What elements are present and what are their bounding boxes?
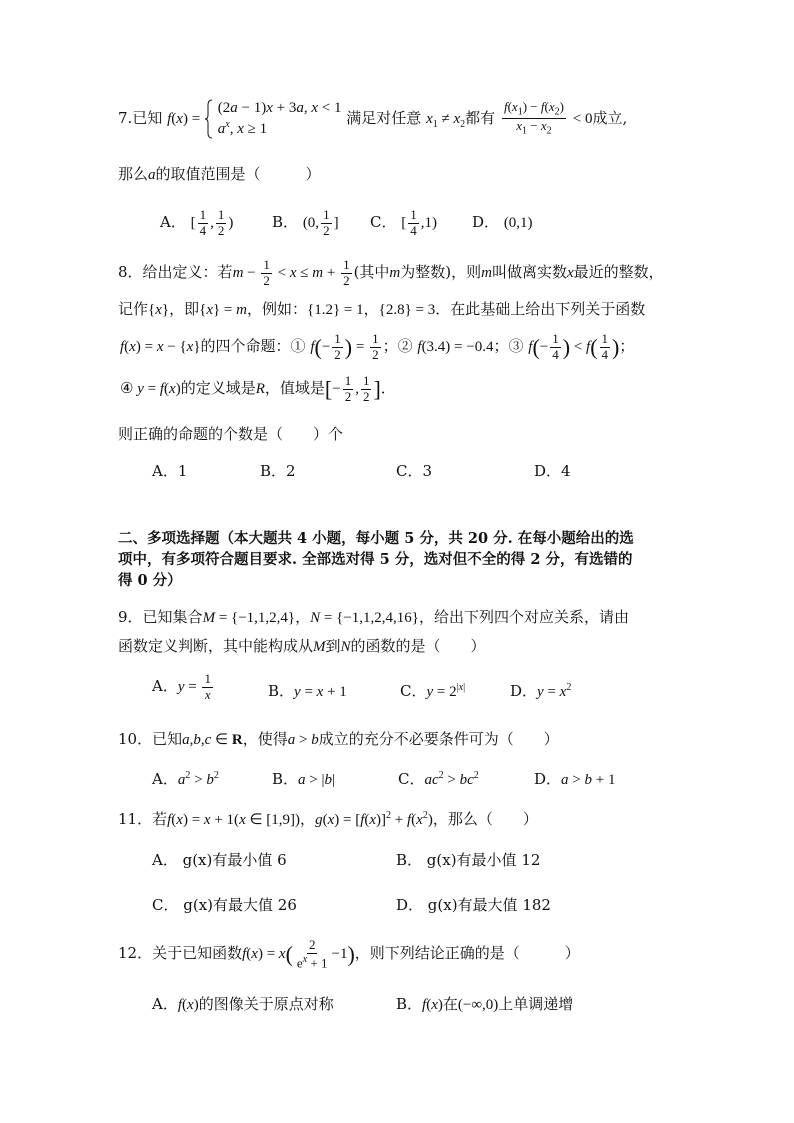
brace-icon (205, 99, 213, 139)
q11-option-d: D． g(x)有最大值 182 (396, 896, 551, 914)
q9-option-c: C．$y = 2^{|x|}$ (400, 682, 466, 700)
q8-line3: f(x) = x − {x}的四个命题：① f(− $\frac{1}{2}$ ) = $\frac{1}{2}$ ；② f(3.4) = −0.4；③ f(− $\frac{1}{4}$ ) < f( $\frac{1}{4}$ )； (120, 331, 635, 362)
q10-option-a: A．$a^2 > b^2$ (152, 770, 219, 788)
q8-line5: 则正确的命题的个数是（ ）个 (118, 425, 344, 443)
q8-option-b: B．2 (260, 462, 296, 480)
q11-option-a: A． g(x)有最小值 6 (152, 851, 287, 869)
q11-option-b: B． g(x)有最小值 12 (396, 851, 541, 869)
q8-option-a: A．1 (152, 462, 188, 480)
q7-option-c: C． [ $\frac{1}{4}$ ,1) (370, 207, 438, 238)
q9-line1: 9．已知集合M = {−1,1,2,4}，N = {−1,1,2,4,16}，给出下列四个对应关系，请由 (118, 608, 630, 626)
q12-option-a: A．f(x)的图像关于原点对称 (152, 995, 334, 1013)
section2-line3: 得 0 分） (118, 572, 182, 589)
q7-option-b: B． (0, $\frac{1}{2}$ ] (272, 207, 339, 238)
q9-option-a: A．y = $\frac{1}{x}$ (152, 671, 211, 702)
q7-function-def: f(x) = (167, 110, 201, 127)
q8-option-d: D．4 (534, 462, 571, 480)
q10-option-c: C．$ac^2 > bc^2$ (398, 770, 479, 788)
q8-option-c: C．3 (396, 462, 433, 480)
q10-option-d: D．a > b + 1 (534, 770, 616, 788)
q8-line1: 8．给出定义：若m − $\frac{1}{2}$ < x ≤ m + $\frac{1}{2}$ (其中m为整数)，则m叫做离实数x最近的整数， (118, 257, 664, 288)
q7-line1: 7.已知 f(x) = (2a − 1)x + 3a, x < 1 $a^x$, x ≥ 1 满足对任意 $x_1 \ne x_2$都有 $\frac{f(x_1) - f(x_2)}{x_1 - x_2}$ < 0成立, (118, 98, 627, 140)
q7-line2: 那么a的取值范围是（ ） (118, 165, 321, 183)
q12-option-b: B．f(x)在(−∞,0)上单调递增 (396, 995, 574, 1013)
q12-line1: 12．关于已知函数f(x) = x( $\frac{2}{e^x + 1}$ −1)，则下列结论正确的是（ ） (118, 937, 580, 971)
q7-option-a: A． [ $\frac{1}{4}$ , $\frac{1}{2}$ ) (160, 207, 234, 238)
q9-option-b: B．y = x + 1 (268, 682, 347, 700)
q8-line4: ④ y = f(x)的定义域是R，值域是[− $\frac{1}{2}$ , $\frac{1}{2}$ ]． (120, 373, 396, 404)
q10-line1: 10．已知a,b,c ∈ R，使得a > b成立的充分不必要条件可为（ ） (118, 730, 559, 748)
q11-line1: 11．若f(x) = x + 1(x ∈ [1,9])，$g(x) = [f(x)]^2 + f(x^2)$，那么（ ） (118, 810, 538, 828)
q9-option-d: D．$y = x^2$ (510, 682, 572, 700)
q10-option-b: B．a > |b| (272, 770, 336, 788)
q9-line2: 函数定义判断，其中能构成从M到N的函数的是（ ） (118, 637, 486, 655)
section2-line2: 项中，有多项符合题目要求. 全部选对得 5 分，选对但不全的得 2 分，有选错的 (118, 551, 633, 568)
q11-option-c: C． g(x)有最大值 26 (152, 896, 297, 914)
section2-line1: 二、多项选择题（本大题共 4 小题，每小题 5 分，共 20 分. 在每小题给出的选 (118, 530, 634, 547)
q7-option-d: D． (0,1) (472, 213, 533, 231)
q8-line2: 记作{x}，即{x} = m，例如：{1.2} = 1，{2.8} = 3．在此基础上给出下列关于函数 (118, 300, 646, 318)
q7-piecewise: (2a − 1)x + 3a, x < 1 $a^x$, x ≥ 1 (217, 100, 342, 138)
q7-difference-quotient: $\frac{f(x_1) - f(x_2)}{x_1 - x_2}$ (503, 99, 564, 137)
